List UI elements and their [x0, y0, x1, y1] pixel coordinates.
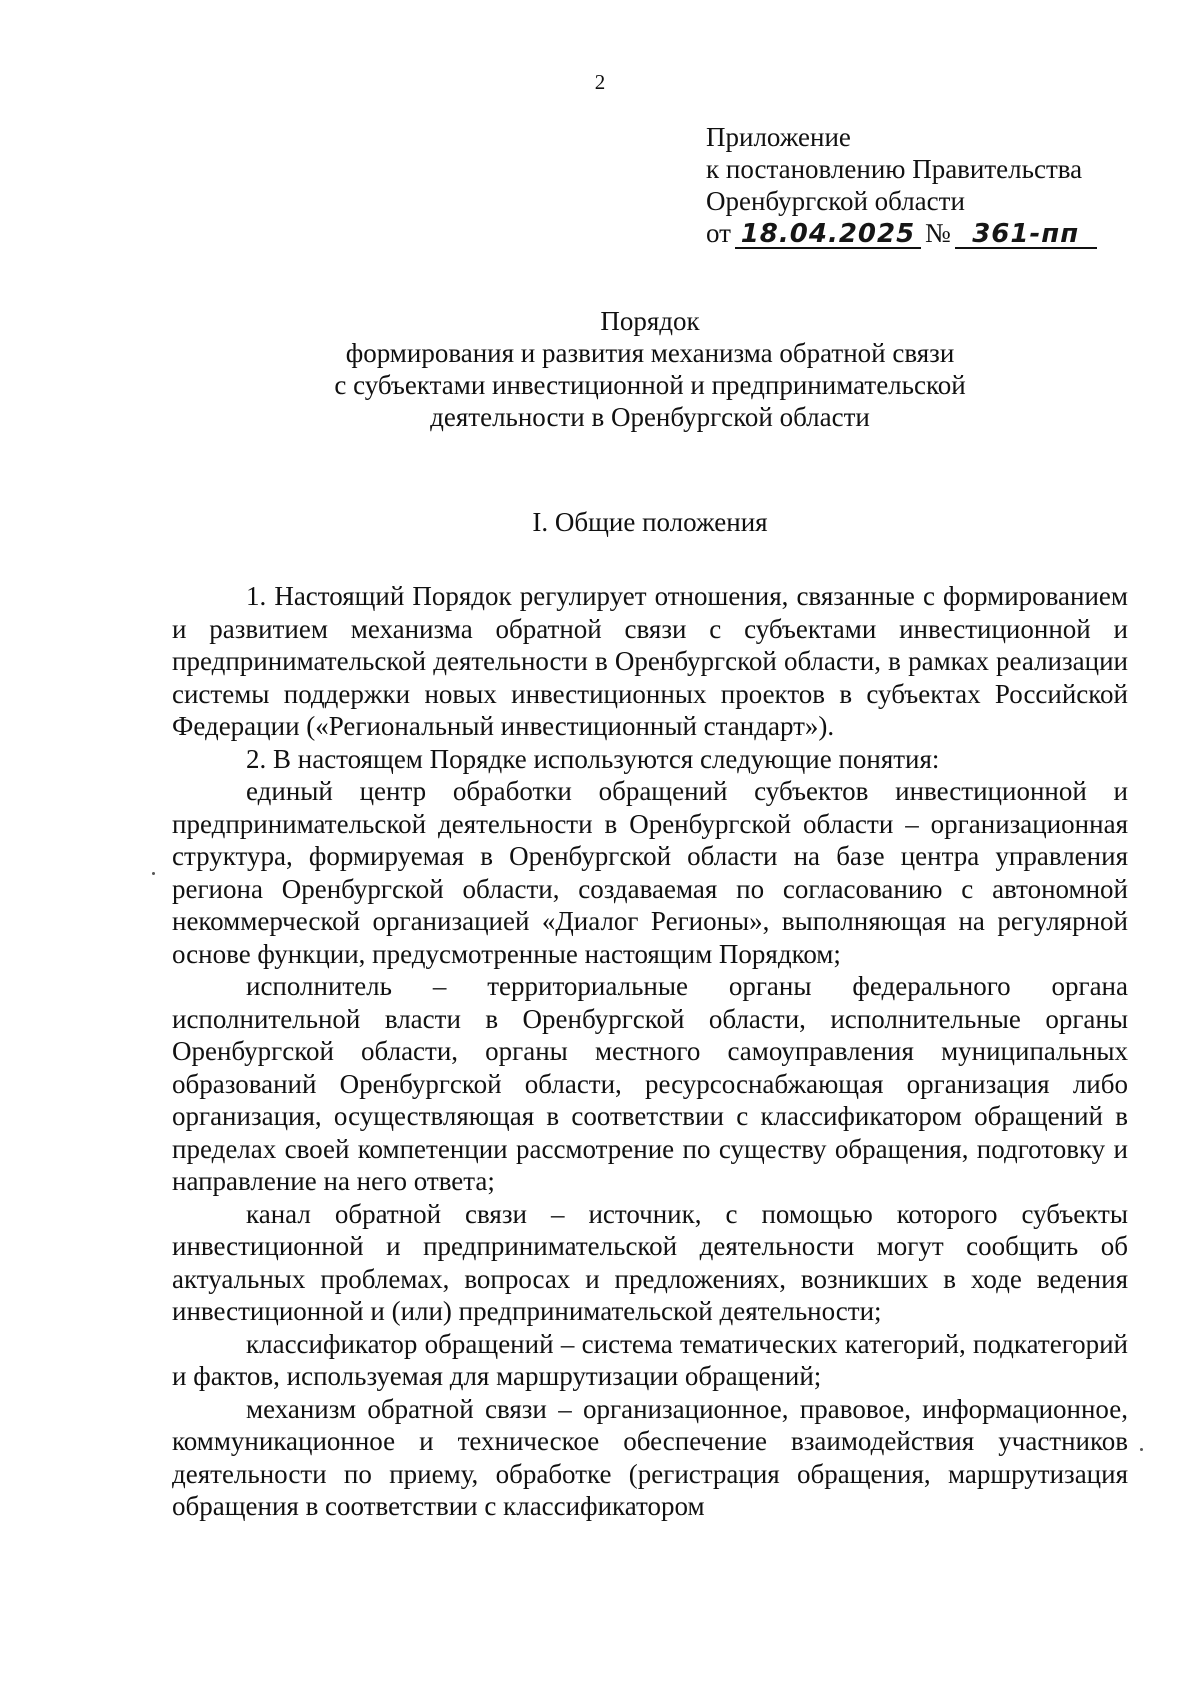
- page-number: 2: [594, 70, 606, 94]
- title-line-1: Порядок: [600, 306, 700, 336]
- appendix-line-1: Приложение: [706, 122, 851, 152]
- paragraph-5: канал обратной связи – источник, с помощью которого субъекты инвестиционной и предпринимательской деятельности могут сообщить об актуальных проблемах, вопросах и предложениях, возникших в ходе ведения инвестиционной и (или) предпринимательской деятельности;: [172, 1198, 1128, 1326]
- number-field: [955, 220, 1097, 249]
- document-title: [0, 305, 1200, 433]
- appendix-date-number-line: [706, 217, 1166, 249]
- appendix-line-2: к постановлению Правительства: [706, 154, 1083, 184]
- title-line-2: формирования и развития механизма обратной связи: [345, 338, 955, 368]
- appendix-block: [706, 121, 1166, 249]
- appendix-line-3: Оренбургской области: [706, 186, 965, 216]
- paragraph-3: единый центр обработки обращений субъектов инвестиционной и предпринимательской деятельности в Оренбургской области – организационная структура, формируемая в Оренбургской области на базе центра управления региона Оренбургской области, создаваемая по согласованию с автономной некоммерческой организацией «Диалог Регионы», выполняющая на регулярной основе функции, предусмотренные настоящим Порядком;: [172, 776, 1128, 969]
- handwritten-number: 361-пп: [972, 219, 1080, 249]
- section-heading: I. Общие положения: [532, 507, 768, 537]
- number-label: №: [924, 218, 951, 248]
- scan-speck: [152, 872, 155, 875]
- paragraph-4: исполнитель – территориальные органы федерального органа исполнительной власти в Оренбургской области, исполнительные органы Оренбургской области, органы местного самоуправления муниципальных образований Оренбургской области, ресурсоснабжающая организация либо организация, осуществляющая в соответствии с классификатором обращений в пределах своей компетенции рассмотрение по существу обращения, подготовку и направление на него ответа;: [172, 971, 1128, 1196]
- date-field: [735, 220, 921, 249]
- paragraph-2: 2. В настоящем Порядке используются следующие понятия:: [246, 743, 940, 774]
- body-text: [172, 580, 1128, 1523]
- paragraph-6: классификатор обращений – система тематических категорий, подкатегорий и фактов, используемая для маршрутизации обращений;: [172, 1328, 1128, 1391]
- title-line-4: деятельности в Оренбургской области: [430, 402, 870, 432]
- paragraph-1: 1. Настоящий Порядок регулирует отношения, связанные с формированием и развитием механизма обратной связи с субъектами инвестиционной и предпринимательской деятельности в Оренбургской области, в рамках реализации системы поддержки новых инвестиционных проектов в субъектах Российской Федерации («Региональный инвестиционный стандарт»).: [172, 581, 1128, 741]
- paragraph-7: механизм обратной связи – организационное, правовое, информационное, коммуникационное и техническое обеспечение взаимодействия участников деятельности по приему, обработке (регистрация обращения, маршрутизация обращения в соответствии с классификатором: [172, 1393, 1128, 1521]
- scan-speck: [1140, 1448, 1143, 1451]
- handwritten-date: 18.04.2025: [740, 219, 916, 249]
- from-label: от: [706, 218, 731, 248]
- title-line-3: с субъектами инвестиционной и предпринимательской: [334, 370, 966, 400]
